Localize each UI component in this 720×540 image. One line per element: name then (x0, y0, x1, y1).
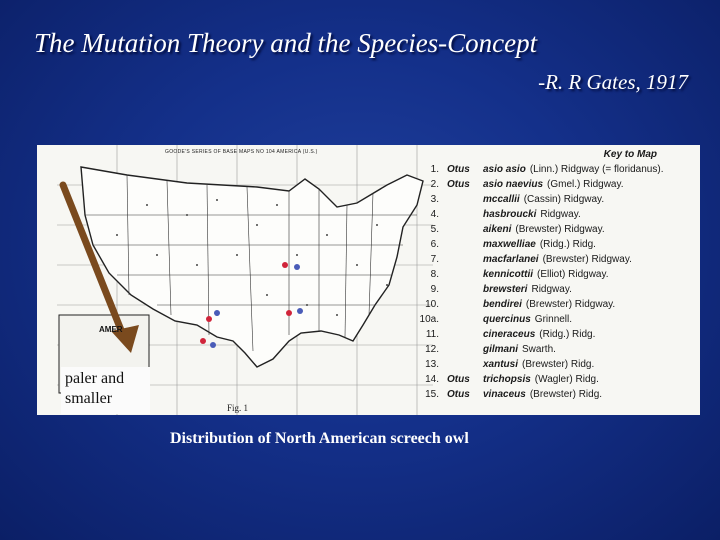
key-species: aikeni (483, 224, 512, 235)
key-species: bendirei (483, 299, 522, 310)
key-number: 5. (430, 224, 439, 235)
map-figure (37, 145, 700, 415)
key-row (415, 342, 697, 357)
key-species: trichopsis (483, 374, 531, 385)
key-species: asio asio (483, 164, 526, 175)
key-species: macfarlanei (483, 254, 539, 265)
key-species: brewsteri (483, 284, 528, 295)
key-number: 10a. (419, 314, 439, 325)
key-species: mccallii (483, 194, 520, 205)
key-genus: Otus (447, 179, 470, 190)
key-species: xantusi (483, 359, 519, 370)
key-species: cineraceus (483, 329, 536, 340)
key-number: 7. (430, 254, 439, 265)
key-species: quercinus (483, 314, 531, 325)
key-row (415, 222, 697, 237)
key-species: gilmani (483, 344, 519, 355)
key-author: (Brewster) Ridgway. (542, 254, 632, 265)
key-row (415, 252, 697, 267)
key-genus (447, 207, 483, 222)
key-row (415, 327, 697, 342)
key-number: 8. (430, 269, 439, 280)
key-genus (447, 282, 483, 297)
marker-blue (210, 342, 216, 348)
key-number: 9. (430, 284, 439, 295)
key-genus: Otus (447, 389, 470, 400)
slide-subtitle: -R. R Gates, 1917 (538, 70, 688, 94)
key-genus (447, 267, 483, 282)
key-row (415, 192, 697, 207)
key-author: (Ridg.) Ridg. (539, 239, 596, 250)
marker-blue (297, 308, 303, 314)
key-number: 11. (425, 329, 439, 340)
key-number: 3. (430, 194, 439, 205)
key-species: vinaceus (483, 389, 526, 400)
key-species: kennicottii (483, 269, 534, 280)
key-author: (Cassin) Ridgway. (523, 194, 605, 205)
key-author: (Wagler) Ridg. (534, 374, 599, 385)
map-key (415, 149, 697, 402)
key-author: (Ridg.) Ridg. (539, 329, 596, 340)
key-row (415, 297, 697, 312)
key-author: Ridgway. (540, 209, 581, 220)
key-row (415, 237, 697, 252)
key-row (415, 282, 697, 297)
key-genus (447, 237, 483, 252)
key-genus (447, 357, 483, 372)
key-row (415, 162, 697, 177)
key-author: (Elliot) Ridgway. (537, 269, 609, 280)
key-number: 15. (425, 389, 439, 400)
key-number: 4. (430, 209, 439, 220)
inset-label: AMER (99, 325, 123, 334)
key-author: (Gmel.) Ridgway. (547, 179, 624, 190)
key-number: 2. (430, 179, 439, 190)
key-author: (Brewster) Ridgway. (515, 224, 605, 235)
marker-blue (214, 310, 220, 316)
key-genus (447, 297, 483, 312)
key-number: 13. (425, 359, 439, 370)
key-species: hasbroucki (483, 209, 537, 220)
slide-title: The Mutation Theory and the Species-Concept (34, 28, 538, 58)
key-author: (Brewster) Ridgway. (525, 299, 616, 310)
marker-red (200, 338, 206, 344)
slide-caption: Distribution of North American screech owl (170, 430, 469, 447)
key-genus: Otus (447, 164, 470, 175)
key-row (415, 207, 697, 222)
key-number: 14. (425, 374, 439, 385)
marker-red (286, 310, 292, 316)
key-title: Key to Map (603, 149, 657, 160)
key-species: maxwelliae (483, 239, 536, 250)
key-genus (447, 192, 483, 207)
key-row (415, 267, 697, 282)
key-row (415, 372, 697, 387)
figure-label: Fig. 1 (227, 403, 249, 413)
marker-red (282, 262, 288, 268)
key-row (415, 387, 697, 402)
key-author: Grinnell. (534, 314, 573, 325)
key-genus: Otus (447, 374, 470, 385)
key-list (415, 162, 697, 402)
key-number: 6. (430, 239, 439, 250)
key-species: asio naevius (483, 179, 544, 190)
annotation-label: paler and smaller (61, 367, 150, 414)
key-row (415, 312, 697, 327)
marker-blue (294, 264, 300, 270)
key-author: (Brewster) Ridg. (529, 389, 603, 400)
key-genus (447, 312, 483, 327)
key-number: 12. (425, 344, 439, 355)
key-number: 10. (425, 299, 439, 310)
key-number: 1. (430, 164, 439, 175)
key-author: Swarth. (522, 344, 556, 355)
key-genus (447, 252, 483, 267)
key-genus (447, 327, 483, 342)
map-header: GOODE'S SERIES OF BASE MAPS NO 104 AMERICA (U.S.) (165, 149, 318, 155)
key-genus (447, 342, 483, 357)
key-author: (Linn.) Ridgway (= floridanus). (529, 164, 664, 175)
key-author: (Brewster) Ridg. (522, 359, 595, 370)
key-genus (447, 222, 483, 237)
key-row (415, 177, 697, 192)
marker-red (206, 316, 212, 322)
key-author: Ridgway. (531, 284, 572, 295)
key-row (415, 357, 697, 372)
